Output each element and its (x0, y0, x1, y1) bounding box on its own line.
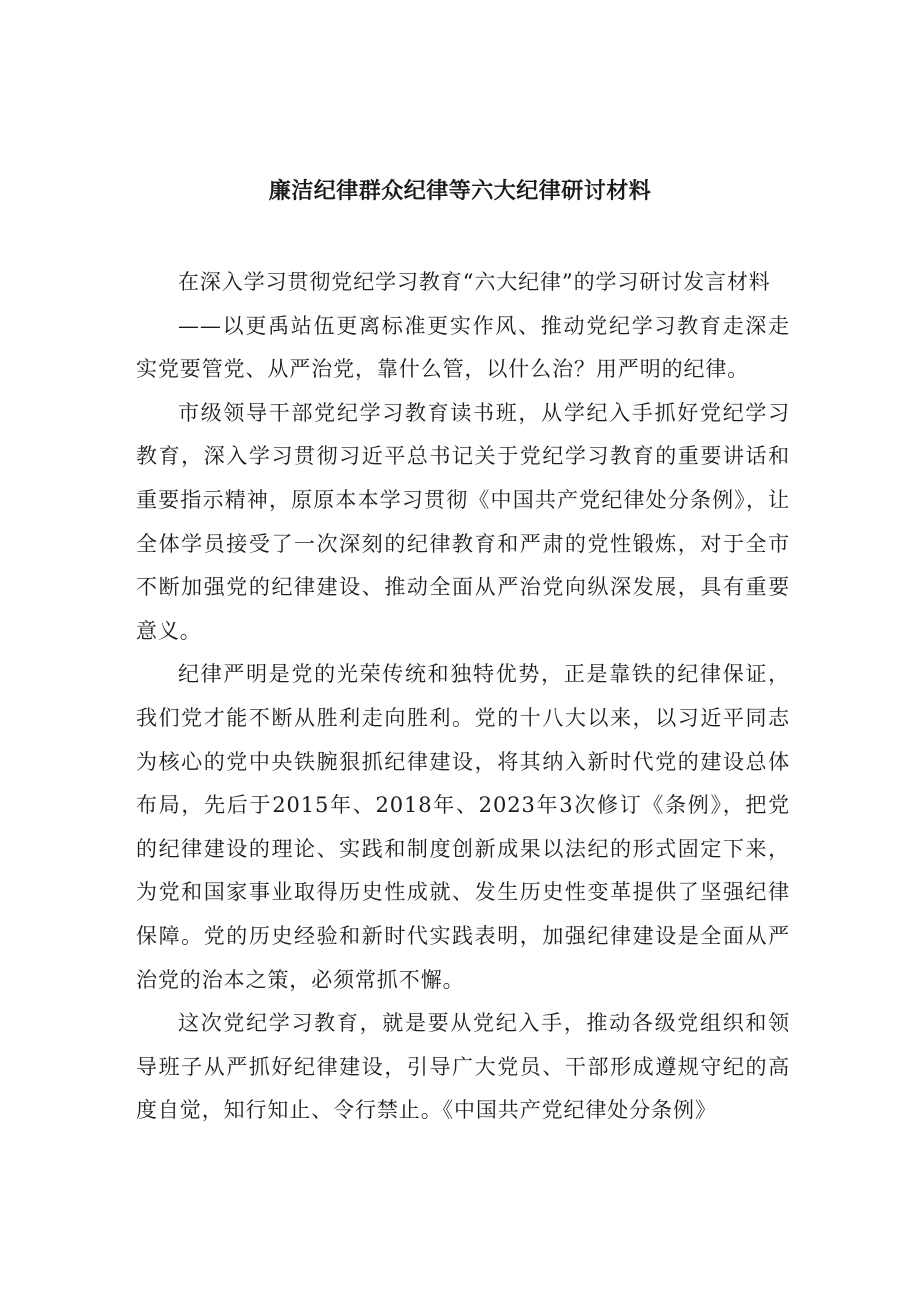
paragraph: 这次党纪学习教育，就是要从党纪入手，推动各级党组织和领导班子从严抓好纪律建设，引导广大党员、干部形成遵规守纪的高度自觉，知行知止、令行禁止。《中国共产党纪律处分条例》 (136, 1011, 790, 1123)
paragraph-heading: 在深入学习贯彻党纪学习教育“六大纪律”的学习研讨发言材料 (178, 270, 771, 294)
paragraph-subtitle: ——以更禹站伍更离标准更实作风、推动党纪学习教育走深走实党要管党、从严治党，靠什么管，以什么治？用严明的纪律。 (136, 313, 790, 382)
paragraph: 纪律严明是党的光荣传统和独特优势，正是靠铁的纪律保证，我们党才能不断从胜利走向胜利。党的十八大以来，以习近平同志为核心的党中央铁腕狠抓纪律建设，将其纳入新时代党的建设总体布局，先后于2015年、2018年、2023年3次修订《条例》，把党的纪律建设的理论、实践和制度创新成果以法纪的形式固定下来，为党和国家事业取得历史性成就、发生历史性变革提供了坚强纪律保障。党的历史经验和新时代实践表明，加强纪律建设是全面从严治党的治本之策，必须常抓不懈。 (136, 662, 790, 992)
document-title: 廉洁纪律群众纪律等六大纪律研讨材料 (268, 179, 652, 204)
document-body (136, 261, 790, 1133)
paragraph: 市级领导干部党纪学习教育读书班，从学纪入手抓好党纪学习教育，深入学习贯彻习近平总书记关于党纪学习教育的重要讲话和重要指示精神，原原本本学习贯彻《中国共产党纪律处分条例》，让全体学员接受了一次深刻的纪律教育和严肃的党性锻炼，对于全市不断加强党的纪律建设、推动全面从严治党向纵深发展，具有重要意义。 (136, 400, 790, 643)
